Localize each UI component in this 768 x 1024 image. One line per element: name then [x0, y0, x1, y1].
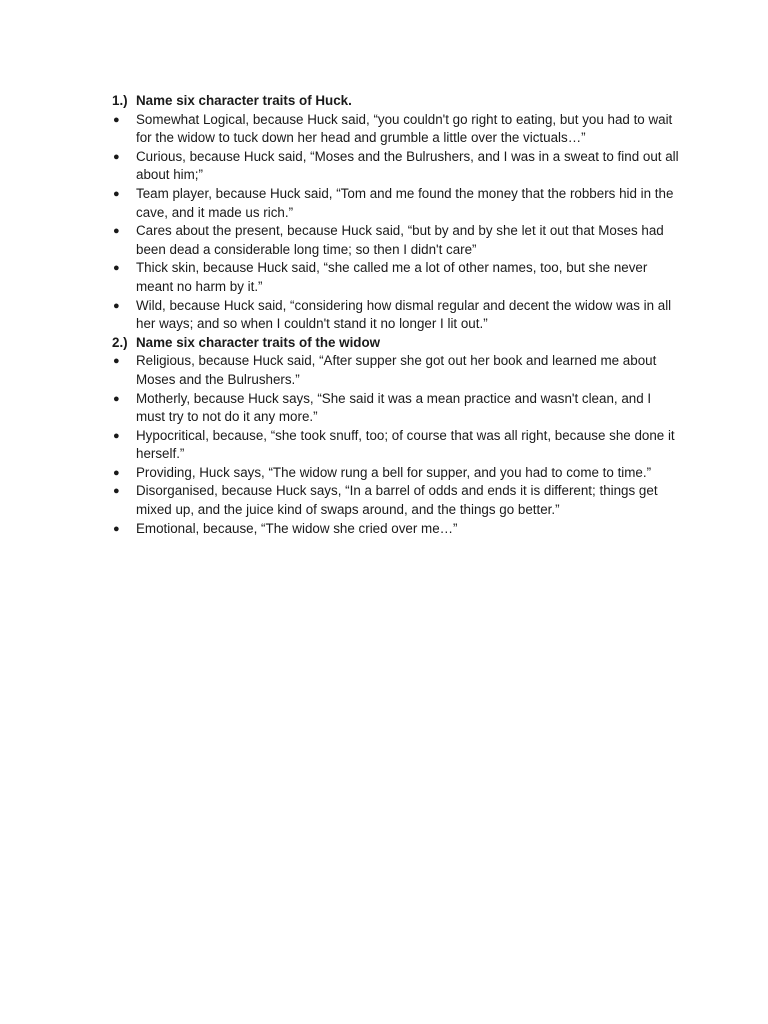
list-item-text: Emotional, because, “The widow she cried over me…”	[136, 520, 458, 536]
list-item-text: Disorganised, because Huck says, “In a barrel of odds and ends it is different; things get mixed up, and the juice kind of swaps around, and the things go better.”	[136, 483, 658, 518]
list-item-text: Curious, because Huck said, “Moses and the Bulrushers, and I was in a sweat to find out all about him;”	[136, 148, 679, 183]
list-item-text: Team player, because Huck said, “Tom and me found the money that the robbers hid in the cave, and it made us rich.”	[136, 185, 674, 220]
list-item-text: Hypocritical, because, “she took snuff, too; of course that was all right, because she done it herself.”	[136, 427, 675, 462]
bullet-icon: ●	[113, 392, 120, 405]
question-text: Name six character traits of the widow	[136, 334, 381, 350]
list-item-text: Cares about the present, because Huck said, “but by and by she let it out that Moses had been dead a considerable long time; so then I didn't care”	[136, 223, 664, 257]
list-item-text: Providing, Huck says, “The widow rung a bell for supper, and you had to come to time.”	[136, 464, 652, 480]
list-item-text: Motherly, because Huck says, “She said it was a mean practice and wasn't clean, and I must try to not do it any more.”	[136, 390, 652, 425]
bullet-icon: ●	[113, 262, 120, 275]
question-number: 1.)	[112, 93, 128, 108]
question-text: Name six character traits of Huck.	[136, 93, 352, 108]
list-item	[112, 464, 682, 483]
list-item-text: Religious, because Huck said, “After supper she got out her book and learned me about Moses and the Bulrushers.”	[136, 353, 657, 387]
list-item	[112, 352, 682, 389]
list-item-text: Thick skin, because Huck said, “she called me a lot of other names, too, but she never meant no harm by it.”	[136, 260, 648, 294]
bullet-icon: ●	[113, 225, 120, 238]
list-item	[112, 185, 682, 222]
question-number: 2.)	[112, 334, 128, 350]
list-item	[112, 297, 682, 334]
bullet-icon: ●	[113, 522, 120, 535]
list-item	[112, 111, 682, 148]
list-item	[112, 482, 682, 519]
document-content	[112, 92, 682, 538]
bullet-icon: ●	[113, 355, 120, 368]
list-item	[112, 259, 682, 296]
bullet-icon: ●	[113, 429, 120, 442]
list-item	[112, 520, 682, 539]
bullet-icon: ●	[113, 187, 120, 200]
list-item	[112, 222, 682, 259]
bullet-icon: ●	[113, 299, 120, 312]
bullet-icon: ●	[113, 150, 120, 163]
list-item-text: Wild, because Huck said, “considering how dismal regular and decent the widow was in all her ways; and so when I couldn't stand it no longer I lit out.”	[136, 297, 672, 332]
bullet-icon: ●	[113, 485, 120, 498]
bullet-icon: ●	[113, 466, 120, 479]
bullet-icon: ●	[113, 113, 120, 126]
question-heading-1	[112, 92, 682, 111]
question-heading-2	[112, 334, 682, 353]
list-item-text: Somewhat Logical, because Huck said, “you couldn't go right to eating, but you had to wait for the widow to tuck down her head and grumble a little over the victuals…”	[136, 111, 673, 146]
list-item	[112, 148, 682, 185]
list-item	[112, 390, 682, 427]
list-item	[112, 427, 682, 464]
